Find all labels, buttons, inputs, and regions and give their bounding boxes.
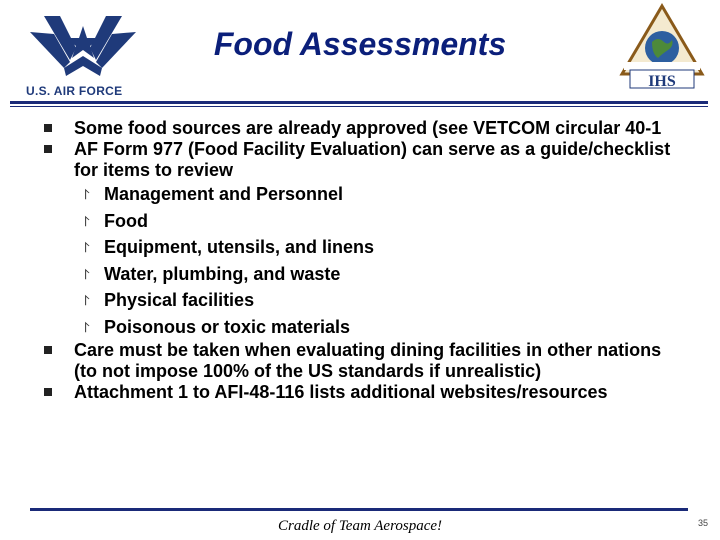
sub-bullet-item bbox=[44, 208, 684, 235]
chevron-bullet-icon: ⨡ bbox=[84, 212, 90, 229]
ihs-emblem-icon bbox=[614, 2, 710, 92]
bullet-item bbox=[44, 139, 684, 181]
bullet-text: Attachment 1 to AFI-48-116 lists additional websites/resources bbox=[74, 382, 608, 402]
page-number: 35 bbox=[698, 518, 709, 528]
sub-bullet-item bbox=[44, 234, 684, 261]
chevron-bullet-icon: ⨡ bbox=[84, 186, 90, 202]
bullet-item bbox=[44, 118, 684, 139]
header-rule bbox=[10, 101, 708, 104]
square-bullet-icon bbox=[44, 388, 52, 396]
bullet-list bbox=[44, 118, 684, 403]
footer-slogan: Cradle of Team Aerospace! bbox=[277, 518, 443, 534]
sub-bullet-text: Equipment, utensils, and linens bbox=[104, 237, 375, 257]
bullet-text: Care must be taken when evaluating dining facilities in other nations (to not impose 100% of the US standards if unrealistic) bbox=[74, 340, 662, 381]
bullet-text: Some food sources are already approved (see VETCOM circular 40-1 bbox=[74, 118, 662, 138]
bullet-item bbox=[44, 382, 684, 403]
chevron-bullet-icon: ⨡ bbox=[84, 239, 90, 255]
bullet-text: AF Form 977 (Food Facility Evaluation) can serve as a guide/checklist for items to review bbox=[74, 139, 671, 180]
sub-bullet-item bbox=[44, 261, 684, 288]
sub-bullet-item bbox=[44, 314, 684, 341]
sub-bullet-item bbox=[44, 181, 684, 208]
sub-bullet-text: Poisonous or toxic materials bbox=[104, 316, 351, 337]
chevron-bullet-icon: ⨡ bbox=[84, 318, 90, 335]
header-rule-thin bbox=[10, 106, 708, 107]
chevron-bullet-icon: ⨡ bbox=[84, 292, 90, 308]
square-bullet-icon bbox=[44, 346, 52, 354]
air-force-label: U.S. AIR FORCE bbox=[26, 84, 123, 98]
footer-rule bbox=[30, 508, 688, 511]
square-bullet-icon bbox=[44, 145, 52, 153]
sub-bullet-item bbox=[44, 287, 684, 314]
bullet-item bbox=[44, 340, 684, 382]
ihs-logo-text: IHS bbox=[648, 73, 676, 90]
sub-bullet-text: Physical facilities bbox=[104, 290, 255, 310]
page-title: Food Assessments bbox=[213, 26, 507, 62]
square-bullet-icon bbox=[44, 124, 52, 132]
ihs-logo bbox=[614, 2, 710, 92]
sub-bullet-text: Water, plumbing, and waste bbox=[104, 263, 341, 284]
sub-bullet-text: Management and Personnel bbox=[104, 184, 344, 204]
sub-bullet-text: Food bbox=[104, 210, 148, 231]
chevron-bullet-icon: ⨡ bbox=[84, 265, 90, 282]
